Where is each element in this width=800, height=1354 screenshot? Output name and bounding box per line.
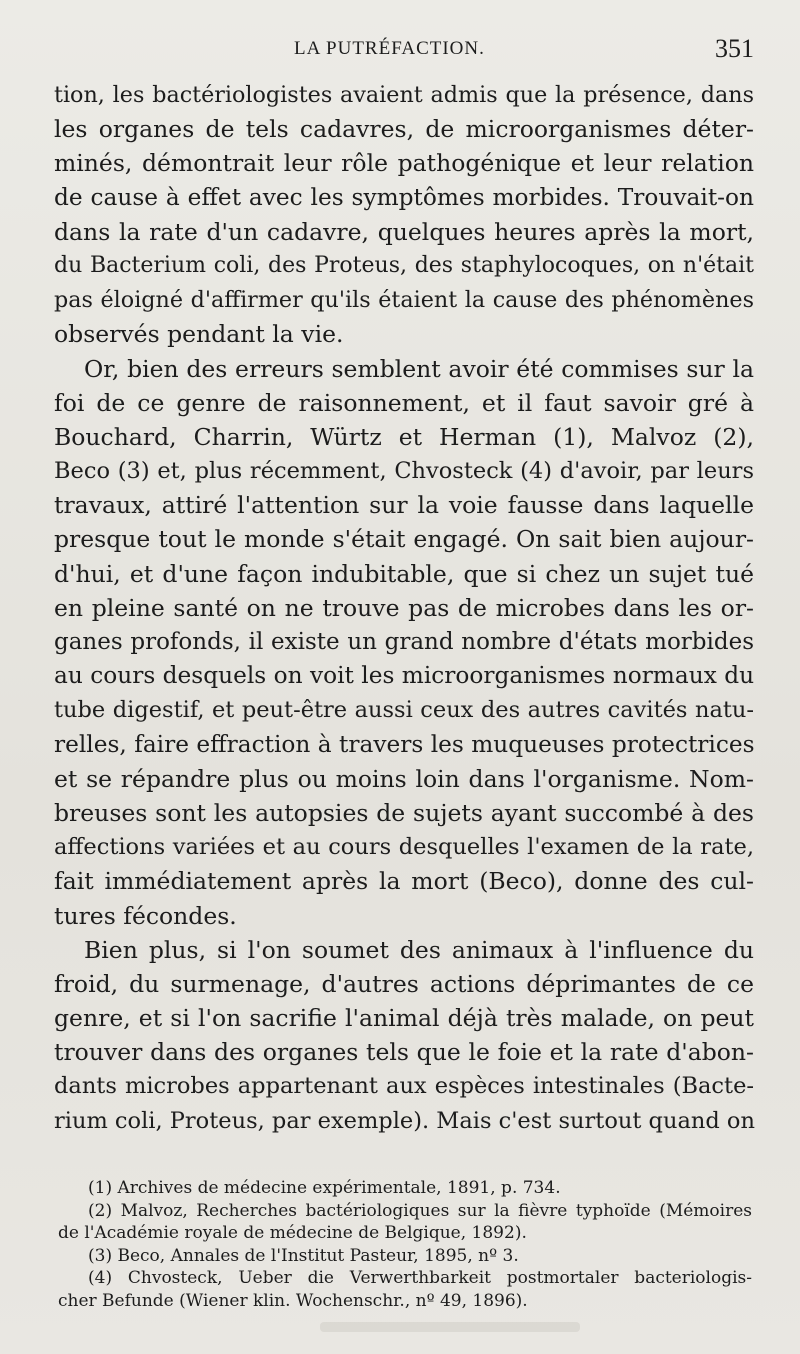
text-line: d'hui, et d'une façon indubitable, que si chez un sujet tué (54, 559, 754, 588)
text-line: dans la rate d'un cadavre, quelques heures après la mort, (54, 217, 754, 246)
footnote: (1) Archives de médecine expérimentale, 1891, p. 734. (88, 1178, 561, 1198)
text-line: genre, et si l'on sacrifie l'animal déjà très malade, on peut (54, 1004, 754, 1033)
text-line: Or, bien des erreurs semblent avoir été commises sur la (84, 354, 754, 383)
text-line: tures fécondes. (54, 901, 237, 930)
bleed-through-shadow (320, 1322, 580, 1332)
text-line: fait immédiatement après la mort (Beco), donne des cul- (54, 867, 754, 896)
body-text (54, 78, 754, 1138)
text-line: tion, les bactériologistes avaient admis que la présence, dans (54, 82, 754, 108)
footnote: (3) Beco, Annales de l'Institut Pasteur, 1895, nº 3. (88, 1245, 519, 1266)
footnote: (2) Malvoz, Recherches bactériologiques sur la fièvre typhoïde (Mémoires (88, 1200, 752, 1221)
text-line: Bouchard, Charrin, Würtz et Herman (1), Malvoz (2), (54, 422, 754, 451)
text-line: dants microbes appartenant aux espèces intestinales (Bacte- (54, 1073, 754, 1100)
text-line: foi de ce genre de raisonnement, et il faut savoir gré à (54, 388, 754, 417)
text-line: relles, faire effraction à travers les muqueuses protectrices (54, 730, 755, 758)
text-line: Beco (3) et, plus récemment, Chvosteck (4) d'avoir, par leurs (54, 458, 754, 485)
text-line: travaux, attiré l'attention sur la voie fausse dans laquelle (54, 491, 754, 520)
text-line: presque tout le monde s'était engagé. On sait bien aujour- (54, 525, 754, 554)
text-line: en pleine santé on ne trouve pas de microbes dans les or- (54, 593, 754, 622)
text-line: et se répandre plus ou moins loin dans l'organisme. Nom- (54, 764, 754, 793)
page-number: 351 (715, 34, 754, 63)
text-line: pas éloigné d'affirmer qu'ils étaient la cause des phénomènes (54, 287, 754, 314)
text-line: Bien plus, si l'on soumet des animaux à l'influence du (84, 935, 754, 964)
text-line: au cours desquels on voit les microorganismes normaux du (54, 662, 755, 690)
text-line: du Bacterium coli, des Proteus, des staphylocoques, on n'était (54, 252, 754, 278)
text-line: de cause à effet avec les symptômes morbides. Trouvait-on (54, 183, 754, 211)
page-header (54, 36, 754, 72)
text-line: rium coli, Proteus, par exemple). Mais c'est surtout quand on (54, 1107, 755, 1134)
text-line: trouver dans des organes tels que le foie et la rate d'abon- (54, 1038, 754, 1067)
text-line: froid, du surmenage, d'autres actions déprimantes de ce (54, 969, 754, 998)
footnote-continuation: de l'Académie royale de médecine de Belgique, 1892). (58, 1223, 527, 1243)
text-line: observés pendant la vie. (54, 320, 344, 349)
text-line: minés, démontrait leur rôle pathogénique et leur relation (54, 149, 754, 178)
text-line: ganes profonds, il existe un grand nombre d'états morbides (54, 629, 754, 655)
footnotes (58, 1177, 752, 1312)
footnote-continuation: cher Befunde (Wiener klin. Wochenschr., nº 49, 1896). (58, 1290, 528, 1311)
text-line: affections variées et au cours desquelles l'examen de la rate, (54, 834, 754, 861)
text-line: tube digestif, et peut-être aussi ceux des autres cavités natu- (54, 697, 754, 724)
text-line: les organes de tels cadavres, de microorganismes déter- (54, 115, 754, 144)
running-head: LA PUTRÉFACTION. (294, 38, 485, 59)
footnote: (4) Chvosteck, Ueber die Verwerthbarkeit postmortaler bacteriologis- (88, 1268, 752, 1288)
text-line: breuses sont les autopsies de sujets ayant succombé à des (54, 798, 754, 827)
